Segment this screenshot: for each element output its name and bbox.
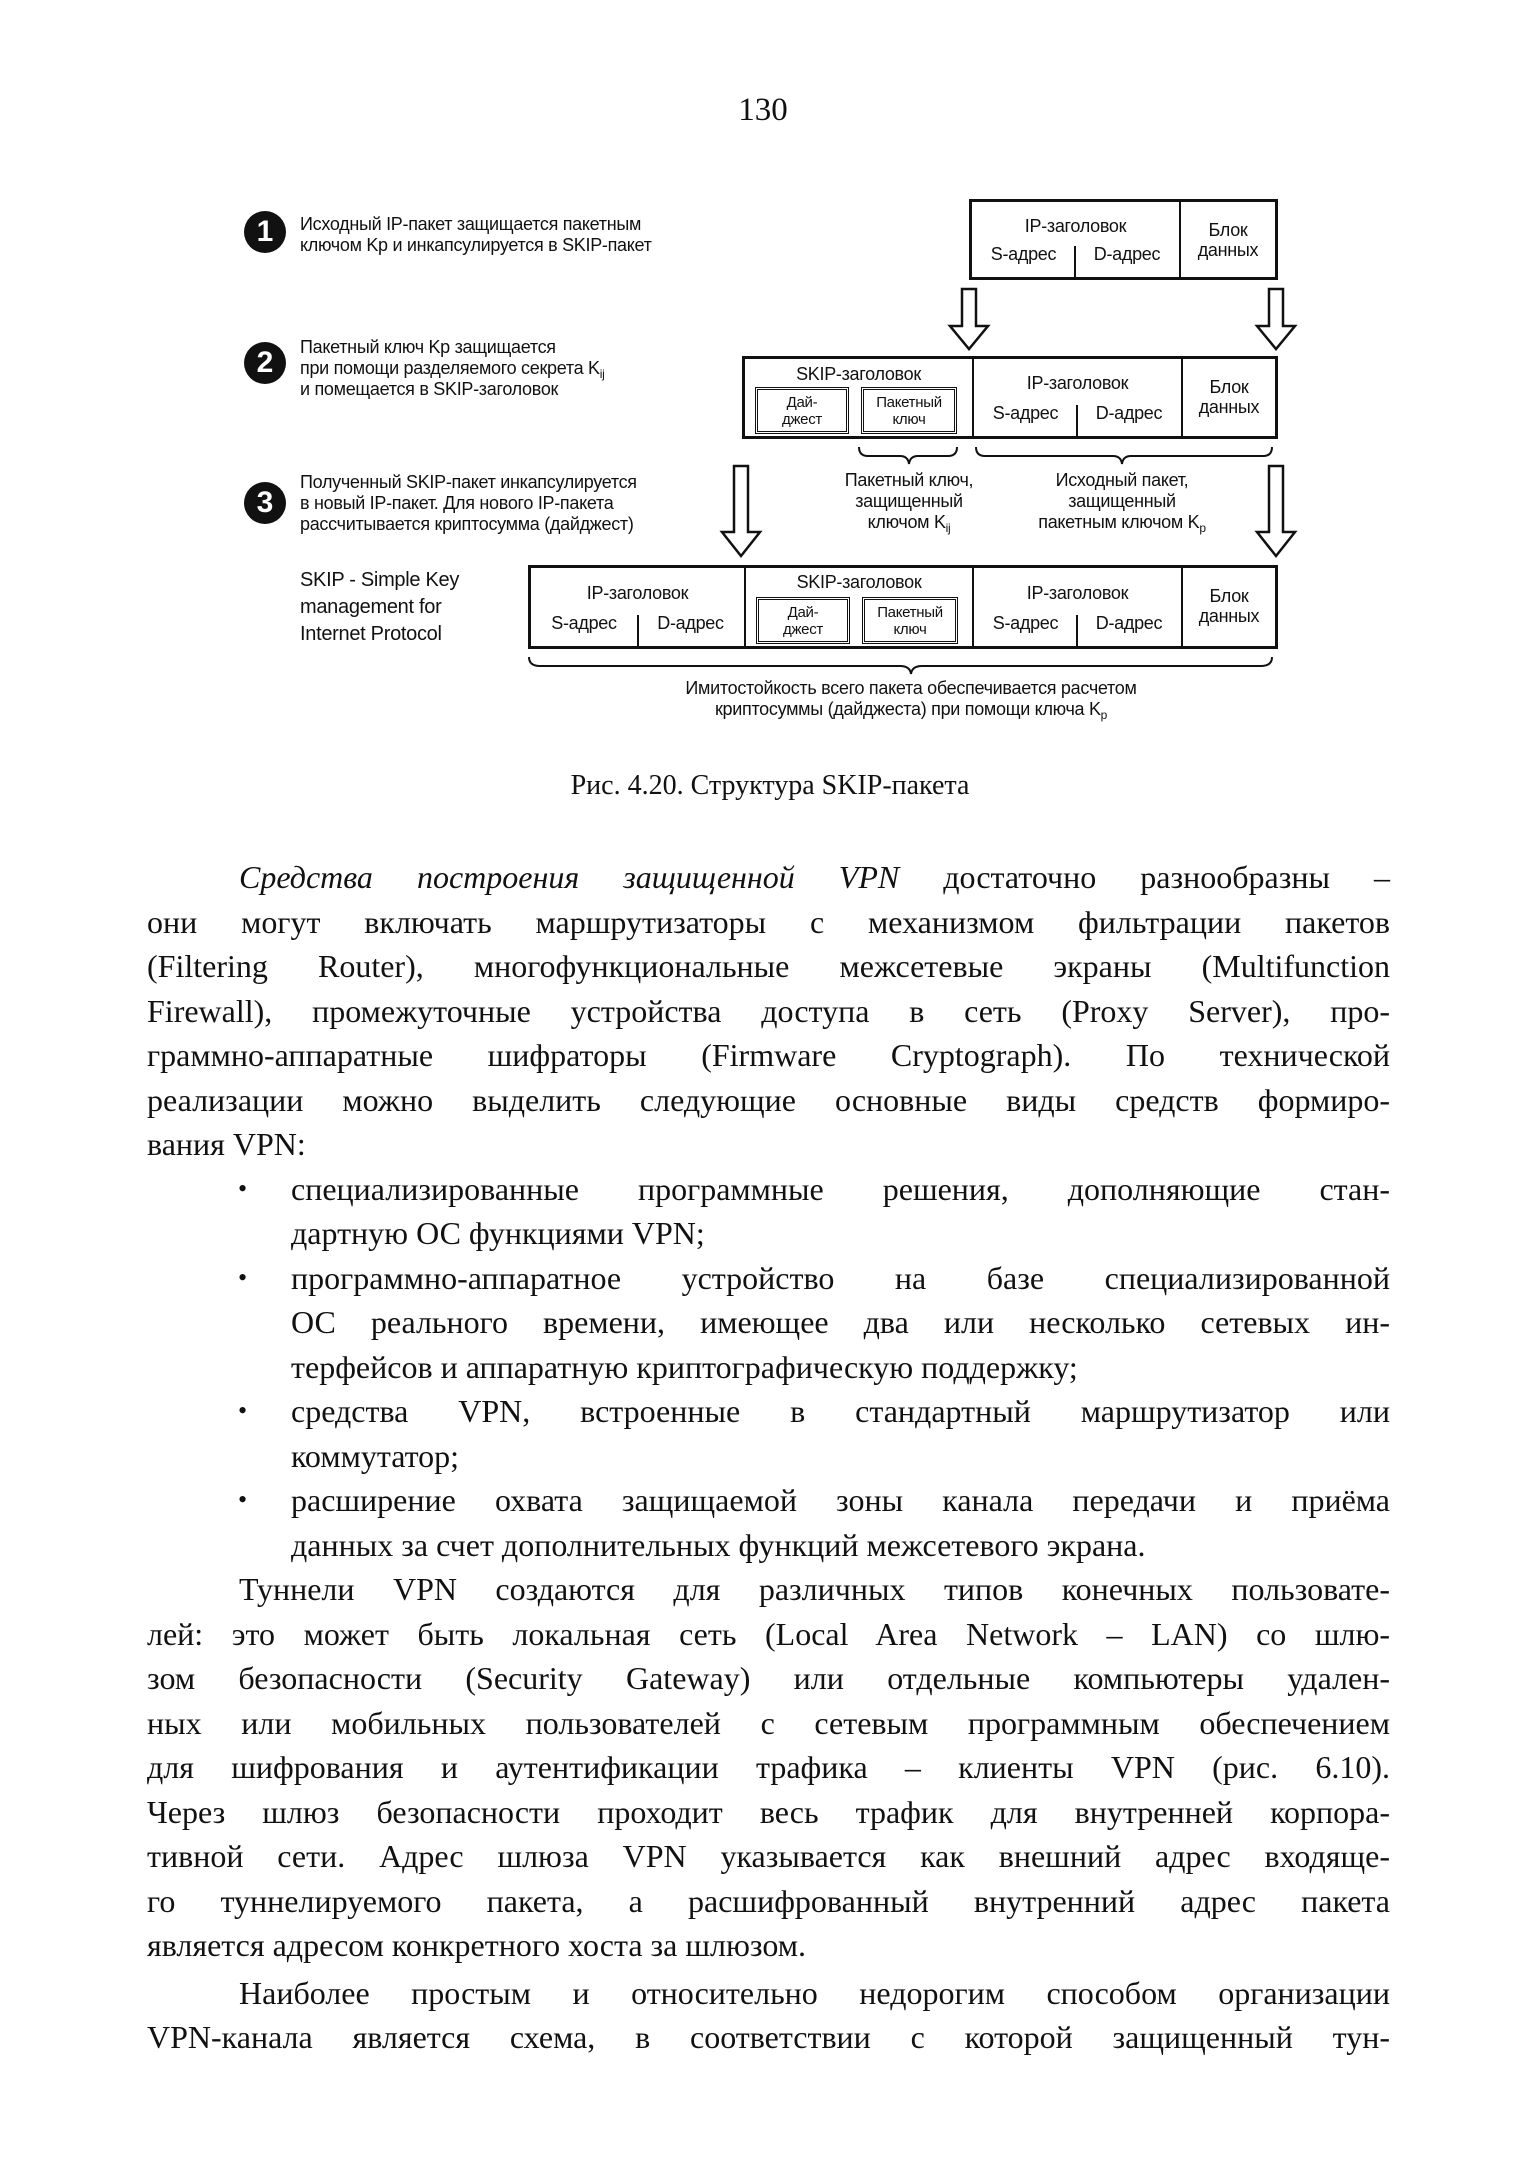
d-address-label: D-адрес	[1093, 244, 1161, 264]
bottom-brace-caption	[611, 678, 1211, 720]
d-address-label: D-адрес	[1095, 613, 1163, 633]
ip-header-label: IP-заголовок	[586, 583, 689, 603]
d-address-label: D-адрес	[657, 613, 724, 633]
text-line: дартную ОС функциями VPN;	[291, 1215, 705, 1251]
text-line: терфейсов и аппаратную криптографическую поддержку;	[291, 1348, 1078, 1385]
text-line: Firewall), промежуточные устройства доступа в сеть (Proxy Server), про-	[147, 992, 1390, 1029]
brace-key-caption	[809, 470, 1009, 533]
step-1-line: Исходный IP-пакет защищается пакетным	[300, 214, 642, 234]
text-line	[239, 855, 1390, 900]
caption-text: криптосуммы (дайджеста) при помощи ключа K	[714, 699, 1101, 719]
caption-text: ключом K	[867, 512, 946, 532]
figure-caption: Рис. 4.20. Структура SKIP-пакета	[570, 770, 970, 801]
caption-line	[1012, 512, 1232, 533]
text-line: зом безопасности (Security Gateway) или отдельные компьютеры удален-	[147, 1660, 1390, 1696]
text-line: реализации можно выделить следующие основные виды средств формиро-	[147, 1081, 1390, 1118]
skip-definition-line: management for	[300, 596, 442, 618]
text-line: коммутатор;	[291, 1437, 460, 1474]
digest-label: джест	[783, 621, 823, 638]
down-arrow-icon	[950, 289, 988, 349]
skip-definition-line: SKIP - Simple Key	[300, 569, 460, 591]
data-block-label: Блок	[1209, 586, 1249, 606]
text-line: вания VPN:	[147, 1126, 306, 1162]
digest-label: Дай-	[786, 394, 818, 411]
caption-line: Пакетный ключ,	[844, 470, 974, 490]
text-line: ных или мобильных пользователей с сетевым программным обеспечением	[147, 1704, 1390, 1741]
brace-original-packet	[976, 447, 1272, 464]
data-block-label: Блок	[1209, 377, 1249, 397]
s-address-label: S-адрес	[990, 244, 1057, 264]
text-line: Туннели VPN создаются для различных типов конечных пользовате-	[239, 1571, 1390, 1607]
text-line: специализированные программные решения, дополняющие стан-	[291, 1170, 1390, 1207]
text-line: является адресом конкретного хоста за шлюзом.	[147, 1927, 806, 1963]
skip-header-label: SKIP-заголовок	[796, 572, 922, 592]
packet-key-label: Пакетный	[876, 394, 942, 411]
step-2-badge: 2	[244, 342, 286, 384]
step-3-line: Полученный SKIP-пакет инкапсулируется	[300, 472, 637, 492]
bullet-icon: •	[238, 1485, 248, 1514]
s-address-label: S-адрес	[992, 613, 1059, 633]
step-1-badge: 1	[244, 211, 286, 253]
text-line: граммно-аппаратные шифраторы (Firmware Cryptograph). По технической	[147, 1037, 1390, 1073]
text: достаточно разнообразны –	[899, 859, 1390, 895]
bullet-icon: •	[238, 1173, 248, 1203]
caption-line: Имитостойкость всего пакета обеспечивается расчетом	[685, 678, 1137, 698]
data-block-label: данных	[1197, 240, 1259, 260]
text-line: Через шлюз безопасности проходит весь трафик для внутренней корпора-	[147, 1793, 1390, 1830]
text-line: средства VPN, встроенные в стандартный маршрутизатор или	[291, 1393, 1390, 1429]
page-number: 130	[738, 92, 788, 128]
text-line: программно-аппаратное устройство на базе специализированной	[291, 1259, 1390, 1296]
step-3-badge: 3	[244, 482, 286, 524]
brace-packet-caption	[1012, 470, 1232, 533]
step-3-line: в новый IP-пакет. Для нового IP-пакета	[300, 493, 614, 513]
text-line: (Filtering Router), многофункциональные межсетевые экраны (Multifunction	[147, 948, 1390, 984]
data-block-label: Блок	[1208, 220, 1248, 240]
text-line: тивной сети. Адрес шлюза VPN указывается как внешний адрес входяще-	[147, 1838, 1390, 1874]
subscript: ij	[599, 367, 605, 381]
data-block-label: данных	[1198, 397, 1260, 417]
ip-header-label: IP-заголовок	[1026, 583, 1129, 603]
data-block-label: данных	[1198, 606, 1260, 626]
text-line: данных за счет дополнительных функций межсетевого экрана.	[291, 1526, 1146, 1563]
text-line: Наиболее простым и относительно недорогим способом организации	[239, 1974, 1390, 2011]
figure-connectors	[0, 0, 1526, 760]
ip-header-label: IP-заголовок	[1024, 216, 1127, 236]
down-arrow-icon	[1257, 466, 1295, 556]
caption-line	[809, 512, 1009, 533]
text-line: они могут включать маршрутизаторы с механизмом фильтрации пакетов	[147, 903, 1390, 940]
caption-line: защищенный	[855, 491, 963, 511]
step-3-line: рассчитывается криптосумма (дайджест)	[300, 514, 634, 534]
bullet-icon: •	[238, 1262, 248, 1292]
text-line: го туннелируемого пакета, а расшифрованный внутренний адрес пакета	[147, 1882, 1390, 1919]
brace-packet-key	[859, 447, 957, 464]
caption-line: защищенный	[1068, 491, 1176, 511]
down-arrow-icon	[1257, 289, 1295, 349]
packet-key-label: ключ	[892, 411, 926, 428]
text-line: VPN-канала является схема, в соответствии с которой защищенный тун-	[147, 2019, 1390, 2055]
step-1-line: ключом Kp и инкапсулируется в SKIP-пакет	[300, 235, 652, 255]
skip-header-label: SKIP-заголовок	[796, 364, 921, 384]
ip-header-label: IP-заголовок	[1026, 373, 1129, 393]
text-line: ОС реального времени, имеющее два или несколько сетевых ин-	[291, 1304, 1390, 1340]
bullet-icon: •	[238, 1396, 248, 1425]
text-line: расширение охвата защищаемой зоны канала передачи и приёма	[291, 1482, 1390, 1518]
digest-label: джест	[782, 411, 822, 428]
packet-key-label: ключ	[893, 621, 927, 638]
subscript: ij	[945, 521, 951, 535]
brace-whole-packet	[529, 657, 1272, 674]
skip-definition-line: Internet Protocol	[300, 623, 442, 645]
caption-line	[611, 699, 1211, 720]
s-address-label: S-адрес	[992, 403, 1059, 423]
text-line: лей: это может быть локальная сеть (Local Area Network – LAN) со шлю-	[147, 1615, 1390, 1652]
text-line: для шифрования и аутентификации трафика – клиенты VPN (рис. 6.10).	[147, 1749, 1390, 1785]
subscript: p	[1100, 708, 1108, 722]
step-2-line: и помещается в SKIP-заголовок	[300, 379, 559, 399]
s-address-label: S-адрес	[551, 613, 617, 633]
subscript: p	[1199, 521, 1206, 535]
caption-line: Исходный пакет,	[1055, 470, 1189, 490]
step-2-line: Пакетный ключ Kp защищается	[300, 337, 556, 357]
down-arrow-icon	[722, 466, 760, 556]
step-2-line-text: при помощи разделяемого секрета K	[300, 358, 600, 378]
digest-label: Дай-	[787, 604, 819, 621]
emphasis: Средства построения защищенной VPN	[239, 859, 900, 895]
d-address-label: D-адрес	[1095, 403, 1163, 423]
packet-key-label: Пакетный	[877, 604, 943, 621]
caption-text: пакетным ключом K	[1038, 512, 1200, 532]
